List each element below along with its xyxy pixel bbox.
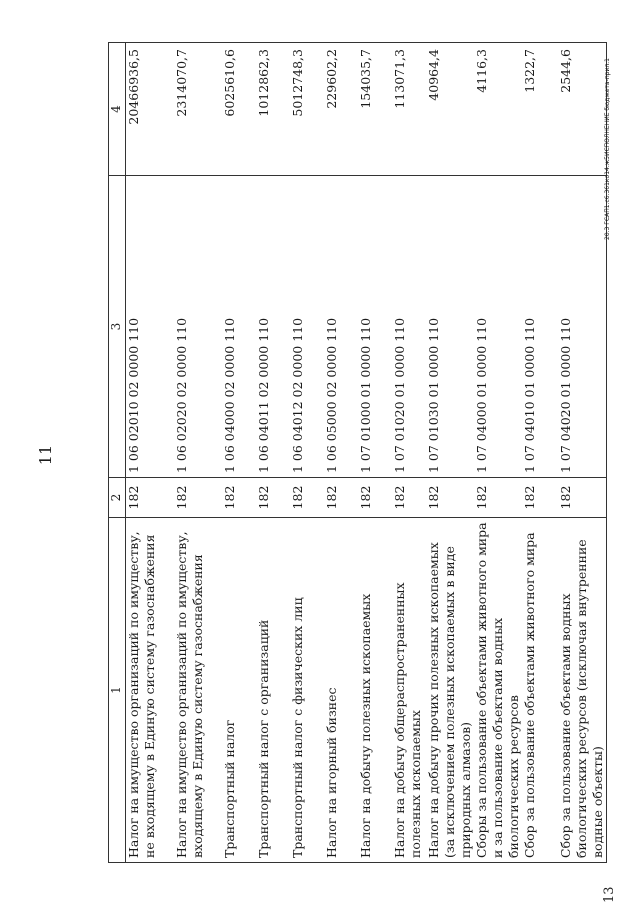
row-admin-code-cell: 182 (256, 478, 290, 518)
row-name-cell: Сбор за пользование объектами животного мира (522, 518, 558, 863)
row-kbk-code-cell: 1 06 02020 02 0000 110 (174, 176, 222, 478)
row-admin-code-cell: 182 (426, 478, 474, 518)
row-kbk-code-cell: 1 06 05000 02 0000 110 (324, 176, 358, 478)
row-name-cell: Налог на добычу общераспространенных полезных ископаемых (392, 518, 426, 863)
table-row (558, 43, 607, 863)
header-col-4: 4 (109, 43, 126, 176)
row-kbk-code-cell: 1 06 02010 02 0000 110 (126, 176, 174, 478)
row-name-cell: Сбор за пользование объектами водных биологических ресурсов (исключая внутренние водные объекты) (558, 518, 607, 863)
row-kbk-code-cell: 1 07 01000 01 0000 110 (358, 176, 392, 478)
row-name-cell: Налог на игорный бизнес (324, 518, 358, 863)
row-amount-cell: 229602,2 (324, 43, 358, 176)
row-kbk-code-cell: 1 07 04020 01 0000 110 (558, 176, 607, 478)
row-admin-code-cell: 182 (522, 478, 558, 518)
header-row (109, 43, 126, 863)
row-name-cell: Сборы за пользование объектами животного мира и за пользование объектами водных биологических ресурсов (474, 518, 522, 863)
row-kbk-code-cell: 1 06 04012 02 0000 110 (290, 176, 324, 478)
row-kbk-code-cell: 1 07 01020 01 0000 110 (392, 176, 426, 478)
row-name-cell: Транспортный налог (222, 518, 256, 863)
table-row (358, 43, 392, 863)
row-amount-cell: 4116,3 (474, 43, 522, 176)
table-row (126, 43, 174, 863)
row-name-cell: Транспортный налог с физических лиц (290, 518, 324, 863)
row-admin-code-cell: 182 (358, 478, 392, 518)
row-amount-cell: 2314070,7 (174, 43, 222, 176)
row-name-cell: Налог на имущество организаций по имуществу, входящему в Единую систему газоснабжения (174, 518, 222, 863)
row-amount-cell: 20466936,5 (126, 43, 174, 176)
table-row (392, 43, 426, 863)
row-amount-cell: 154035,7 (358, 43, 392, 176)
row-kbk-code-cell: 1 07 01030 01 0000 110 (426, 176, 474, 478)
row-admin-code-cell: 182 (290, 478, 324, 518)
row-admin-code-cell: 182 (558, 478, 607, 518)
revenue-table (108, 42, 607, 863)
table-row (324, 43, 358, 863)
row-name-cell: Налог на добычу прочих полезных ископаемых (за исключением полезных ископаемых в виде природных алмазов) (426, 518, 474, 863)
row-admin-code-cell: 182 (474, 478, 522, 518)
header-col-2: 2 (109, 478, 126, 518)
row-kbk-code-cell: 1 06 04011 02 0000 110 (256, 176, 290, 478)
row-amount-cell: 2544,6 (558, 43, 607, 176)
row-admin-code-cell: 182 (126, 478, 174, 518)
row-amount-cell: 1322,7 (522, 43, 558, 176)
row-amount-cell: 40964,4 (426, 43, 474, 176)
row-amount-cell: 1012862,3 (256, 43, 290, 176)
row-name-cell: Транспортный налог с организаций (256, 518, 290, 863)
row-kbk-code-cell: 1 07 04010 01 0000 110 (522, 176, 558, 478)
table-row (290, 43, 324, 863)
table-row (222, 43, 256, 863)
table-row (474, 43, 522, 863)
table-row (256, 43, 290, 863)
row-admin-code-cell: 182 (174, 478, 222, 518)
table-row (174, 43, 222, 863)
row-amount-cell: 5012748,3 (290, 43, 324, 176)
row-admin-code-cell: 182 (324, 478, 358, 518)
corner-page-number: 13 (602, 886, 617, 903)
header-col-1: 1 (109, 518, 126, 863)
row-admin-code-cell: 182 (392, 478, 426, 518)
table-row (522, 43, 558, 863)
page-number: 11 (36, 444, 55, 466)
row-name-cell: Налог на имущество организаций по имуществу, не входящему в Единую систему газоснабжения (126, 518, 174, 863)
row-kbk-code-cell: 1 06 04000 02 0000 110 (222, 176, 256, 478)
table-row (426, 43, 474, 863)
row-amount-cell: 113071,3 (392, 43, 426, 176)
footer-file-path: 20.3 ГСАП1.с6.361ко14.ж5ИСПОЛНЕНИЕ бюджета-прил.1 (604, 58, 611, 240)
row-admin-code-cell: 182 (222, 478, 256, 518)
row-name-cell: Налог на добычу полезных ископаемых (358, 518, 392, 863)
row-amount-cell: 6025610,6 (222, 43, 256, 176)
row-kbk-code-cell: 1 07 04000 01 0000 110 (474, 176, 522, 478)
header-col-3: 3 (109, 176, 126, 478)
